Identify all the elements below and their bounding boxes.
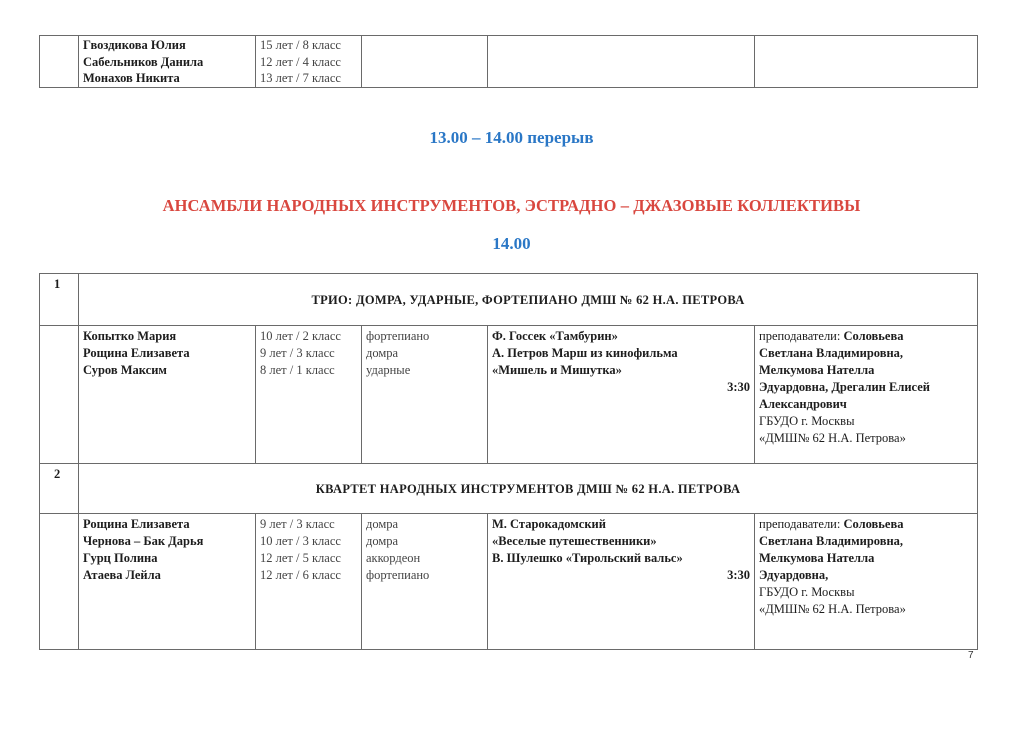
schedule-table — [39, 273, 978, 650]
age-class: 9 лет / 3 класс — [260, 346, 335, 360]
age-class: 12 лет / 6 класс — [260, 568, 341, 582]
repertoire-line: Ф. Госсек «Тамбурин» — [492, 329, 618, 343]
age-class-cell — [256, 36, 362, 88]
participants-cell — [79, 36, 256, 88]
number-cell — [40, 514, 79, 650]
teachers-label: преподаватели: — [759, 517, 841, 531]
participant-name: Атаева Лейла — [83, 568, 161, 582]
instrument: фортепиано — [366, 329, 430, 343]
participant-name: Сабельников Данила — [83, 54, 204, 69]
section-time: 14.00 — [492, 234, 531, 253]
instrument-cell — [362, 514, 488, 650]
instrument: домра — [366, 534, 399, 548]
teacher-name: Александрович — [759, 397, 847, 411]
participant-name: Монахов Никита — [83, 71, 180, 85]
participant-name: Копытко Мария — [83, 329, 177, 343]
teacher-name: Светлана Владимировна, — [759, 346, 904, 360]
age-class: 8 лет / 1 класс — [260, 363, 335, 377]
participant-name: Гурц Полина — [83, 551, 158, 565]
instrument: домра — [366, 346, 399, 360]
repertoire-line: В. Шулешко «Тирольский вальс» — [492, 551, 683, 565]
group-title: ТРИО: ДОМРА, УДАРНЫЕ, ФОРТЕПИАНО ДМШ № 62 Н.А. ПЕТРОВА — [79, 274, 978, 326]
teacher-name: Эдуардовна, Дрегалин Елисей — [759, 380, 931, 394]
school-line: ГБУДО г. Москвы — [759, 585, 855, 599]
duration: 3:30 — [727, 568, 750, 582]
teacher-name: Мелкумова Нателла — [759, 551, 875, 565]
teachers-line — [759, 516, 973, 533]
participant-name: Рощина Елизавета — [83, 346, 190, 360]
repertoire-line: «Веселые путешественники» — [492, 534, 657, 548]
break-heading: 13.00 – 14.00 перерыв — [429, 128, 594, 147]
instrument-cell — [362, 36, 488, 88]
repertoire-cell — [488, 514, 755, 650]
participant-name: Рощина Елизавета — [83, 517, 190, 531]
teacher-name: Эдуардовна, — [759, 568, 829, 582]
group-header-row — [40, 274, 978, 326]
teachers-label: преподаватели: — [759, 329, 841, 343]
top-continuation-table — [39, 35, 978, 88]
repertoire-cell — [488, 36, 755, 88]
group-number: 2 — [40, 464, 79, 514]
teacher-name: Светлана Владимировна, — [759, 534, 904, 548]
participants-cell — [79, 514, 256, 650]
instrument: фортепиано — [366, 568, 430, 582]
teacher-name: Мелкумова Нателла — [759, 363, 875, 377]
repertoire-line: М. Старокадомский — [492, 517, 606, 531]
age-class-cell — [256, 326, 362, 464]
teachers-cell — [755, 514, 978, 650]
group-detail-row — [40, 326, 978, 464]
school-line: ГБУДО г. Москвы — [759, 414, 855, 428]
age-class: 9 лет / 3 класс — [260, 517, 335, 531]
participants-cell — [79, 326, 256, 464]
school-line: «ДМШ№ 62 Н.А. Петрова» — [759, 431, 906, 445]
teacher-name: Соловьева — [843, 329, 904, 343]
repertoire-line: «Мишель и Мишутка» — [492, 363, 622, 377]
age-class: 10 лет / 3 класс — [260, 534, 341, 548]
teachers-cell — [755, 326, 978, 464]
repertoire-line: А. Петров Марш из кинофильма — [492, 346, 678, 360]
instrument-cell — [362, 326, 488, 464]
age-class-cell — [256, 514, 362, 650]
participant-name: Гвоздикова Юлия — [83, 38, 186, 52]
participant-name: Суров Максим — [83, 363, 167, 377]
teachers-line — [759, 328, 973, 345]
page-number: 7 — [968, 650, 974, 661]
number-cell — [40, 326, 79, 464]
teachers-cell — [755, 36, 978, 88]
age-class: 15 лет / 8 класс — [260, 38, 341, 52]
instrument: домра — [366, 517, 399, 531]
duration: 3:30 — [727, 380, 750, 394]
group-number: 1 — [40, 274, 79, 326]
age-class: 12 лет / 4 класс — [260, 54, 341, 69]
teacher-name: Соловьева — [843, 517, 904, 531]
repertoire-cell — [488, 326, 755, 464]
instrument: ударные — [366, 363, 411, 377]
group-detail-row — [40, 514, 978, 650]
number-cell — [40, 36, 79, 88]
instrument: аккордеон — [366, 551, 421, 565]
participant-name: Чернова – Бак Дарья — [83, 534, 204, 548]
section-title: АНСАМБЛИ НАРОДНЫХ ИНСТРУМЕНТОВ, ЭСТРАДНО – ДЖАЗОВЫЕ КОЛЛЕКТИВЫ — [162, 196, 861, 215]
age-class: 12 лет / 5 класс — [260, 551, 341, 565]
age-class: 10 лет / 2 класс — [260, 329, 341, 343]
group-title: КВАРТЕТ НАРОДНЫХ ИНСТРУМЕНТОВ ДМШ № 62 Н.А. ПЕТРОВА — [79, 464, 978, 514]
school-line: «ДМШ№ 62 Н.А. Петрова» — [759, 602, 906, 616]
table-row — [40, 36, 978, 88]
age-class: 13 лет / 7 класс — [260, 71, 341, 85]
group-header-row — [40, 464, 978, 514]
